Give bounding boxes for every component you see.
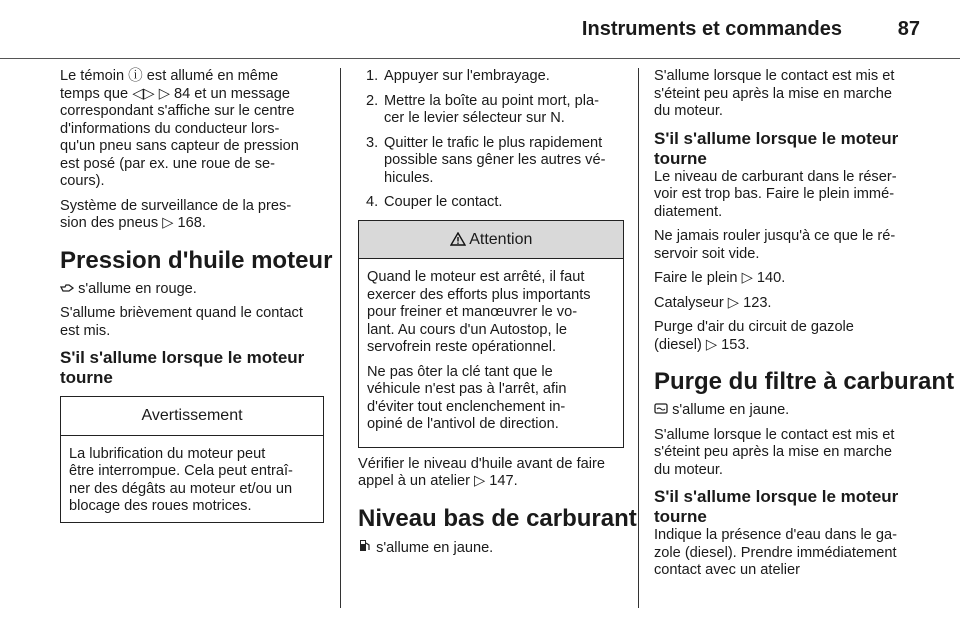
attention-box-title: Attention xyxy=(359,221,623,260)
oil-can-icon xyxy=(60,281,74,299)
page-number: 87 xyxy=(897,18,920,40)
oil-check-paragraph: Vérifier le niveau d'huile avant de faire appel à un atelier ▷ 147. xyxy=(358,455,605,489)
warning-box xyxy=(60,396,324,523)
column-1 xyxy=(60,68,333,531)
fuel-intro-paragraph: S'allume lorsque le contact est mis et s'éteint peu après la mise en marche du moteur. xyxy=(654,68,895,119)
oil-warning-line: s'allume en rouge. xyxy=(60,281,324,299)
page-title: Instruments et commandes xyxy=(581,18,842,40)
warning-box-title: Avertissement xyxy=(61,397,323,436)
never-empty-paragraph: Ne jamais rouler jusqu'à ce que le ré- servoir soit vide. xyxy=(654,228,896,262)
column-divider xyxy=(340,68,341,608)
fuel-filter-heading: Purge du filtre à carburant xyxy=(654,368,955,395)
warning-box-text: La lubrification du moteur peut être interrompue. Cela peut entraî- ner des dégâts au moteur et/ou un blocage des roues motrices. xyxy=(69,445,293,514)
tire-pressure-paragraph: Le témoin ⓘ est allumé en même temps que ◁▷ ▷ 84 et un message correspondant s'affiche sur le centre d'informations du conducteur lors- qu'un pneu sans capteur de pression est posé (par ex. une roue de se- cours). xyxy=(60,68,299,189)
attention-box xyxy=(358,220,624,448)
fuel-filter-icon xyxy=(654,402,668,420)
column-3 xyxy=(654,68,955,587)
fuel-low-paragraph: Le niveau de carburant dans le réser- voir est trop bas. Faire le plein immé- diatement. xyxy=(654,168,897,220)
list-item: 2. Mettre la boîte au point mort, pla- cer le levier sélecteur sur N. xyxy=(366,92,599,126)
oil-pressure-heading: Pression d'huile moteur xyxy=(60,246,333,274)
steps-list xyxy=(358,68,624,212)
catalyst-reference: Catalyseur ▷ 123. xyxy=(654,294,772,311)
filter-intro-paragraph: S'allume lorsque le contact est mis et s'éteint peu après la mise en marche du moteur. xyxy=(654,426,895,478)
column-2 xyxy=(358,68,637,564)
filter-warning-line: s'allume en jaune. xyxy=(654,402,924,420)
attention-box-text: Quand le moteur est arrêté, il faut exercer des efforts plus importants pour freiner et manœuvrer le vo- lant. Au cours d'un Autostop, le servofrein reste opérationnel. Ne pas ôter la clé tant que le véhicule n'est pas à l'arrêt, afin d'éviter tout enclenchement in- opiné de l'antivol de direction. xyxy=(367,269,591,432)
fuel-warning-line: s'allume en jaune. xyxy=(358,539,624,558)
oil-brief-paragraph: S'allume brièvement quand le contact est mis. xyxy=(60,305,303,339)
engine-running-subheading: S'il s'allume lorsque le moteur tourne xyxy=(654,487,899,526)
page-header xyxy=(0,0,960,60)
diesel-bleed-reference: Purge d'air du circuit de gazole (diesel) ▷ 153. xyxy=(654,319,854,353)
list-item: 1. Appuyer sur l'embrayage. xyxy=(366,68,550,84)
engine-running-subheading: S'il s'allume lorsque le moteur tourne xyxy=(60,348,305,387)
fuel-pump-icon xyxy=(358,539,372,558)
list-item: 4. Couper le contact. xyxy=(366,194,503,210)
list-item: 3. Quitter le trafic le plus rapidement possible sans gêner les autres vé- hicules. xyxy=(366,134,606,186)
low-fuel-heading: Niveau bas de carburant xyxy=(358,504,637,532)
refuel-reference: Faire le plein ▷ 140. xyxy=(654,270,786,286)
engine-running-subheading: S'il s'allume lorsque le moteur tourne xyxy=(654,128,899,168)
tire-monitoring-reference: Système de surveillance de la pres- sion des pneus ▷ 168. xyxy=(60,197,292,231)
column-divider xyxy=(638,68,639,608)
header-rule xyxy=(0,58,960,59)
warning-triangle-icon xyxy=(450,231,470,248)
water-in-fuel-paragraph: Indique la présence d'eau dans le ga- zole (diesel). Prendre immédiatement contact avec un atelier xyxy=(654,527,897,578)
